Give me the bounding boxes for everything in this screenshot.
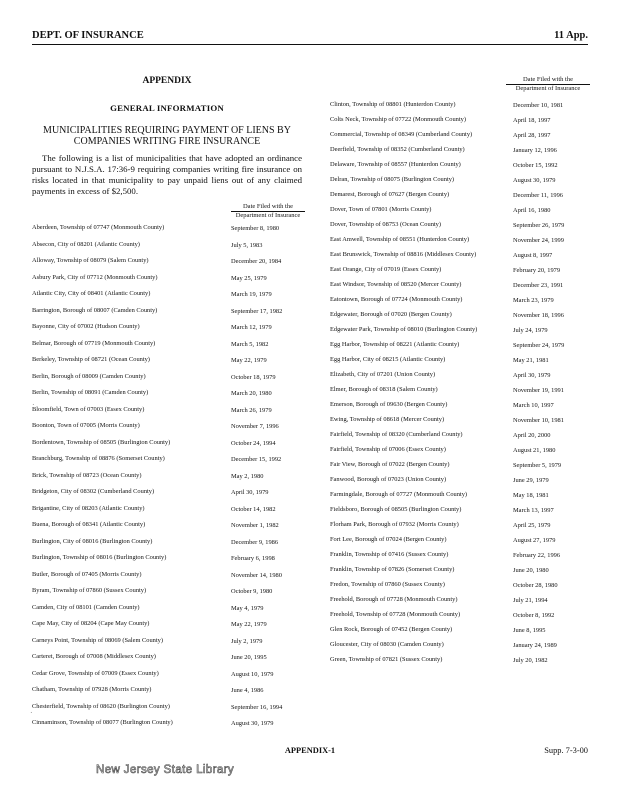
right-column: [330, 72, 588, 670]
filing-date: August 30, 1979: [231, 720, 274, 727]
filing-date: April 28, 1997: [513, 132, 551, 139]
filing-date: January 24, 1989: [513, 642, 557, 649]
list-item: [330, 550, 588, 565]
header-page-ref: 11 App.: [554, 30, 588, 41]
filing-date: June 29, 1979: [513, 477, 549, 484]
municipality-name: Byram, Township of 07860 (Sussex County): [32, 587, 147, 594]
municipality-name: Emerson, Borough of 09630 (Bergen County): [330, 401, 448, 408]
municipality-name: East Brunswick, Township of 08816 (Middlesex County): [330, 251, 477, 258]
list-item: [330, 580, 588, 595]
list-item: [32, 306, 302, 323]
list-item: [330, 490, 588, 505]
filing-date: December 10, 1981: [513, 102, 564, 109]
filing-date: October 18, 1979: [231, 373, 276, 381]
date-column-header: [32, 197, 302, 223]
filing-date: October 15, 1992: [513, 162, 558, 169]
list-item: [32, 273, 302, 290]
municipality-name: Ewing, Township of 08618 (Mercer County): [330, 416, 445, 423]
list-item: [330, 415, 588, 430]
list-item: [330, 625, 588, 640]
municipality-name: Cinnaminson, Township of 08077 (Burlington County): [32, 719, 173, 726]
filing-date: January 12, 1996: [513, 147, 557, 154]
filing-date: November 7, 1996: [231, 423, 279, 430]
list-item: [330, 160, 588, 175]
list-item: [330, 385, 588, 400]
filing-date: November 10, 1981: [513, 417, 564, 424]
list-item: [330, 595, 588, 610]
filing-date: February 20, 1979: [513, 267, 561, 274]
filing-date: July 20, 1982: [513, 657, 548, 664]
municipality-name: Absecon, City of 08201 (Atlantic County): [32, 240, 140, 248]
municipality-name: Fort Lee, Borough of 07024 (Bergen County): [330, 536, 447, 543]
municipality-name: Gloucester, City of 08030 (Camden County): [330, 641, 444, 648]
municipality-list-right: [330, 100, 588, 670]
list-item: [330, 610, 588, 625]
filing-date: April 18, 1997: [513, 117, 551, 124]
list-item: [330, 280, 588, 295]
municipality-name: Carteret, Borough of 07008 (Middlesex County): [32, 653, 156, 660]
filing-date: February 6, 1998: [231, 555, 275, 562]
list-item: [32, 240, 302, 257]
municipality-name: Burlington, Township of 08016 (Burlington County): [32, 554, 167, 561]
municipality-name: Cape May, City of 08204 (Cape May County): [32, 620, 150, 627]
municipality-name: Colts Neck, Township of 07722 (Monmouth County): [330, 116, 466, 123]
filing-date: November 19, 1991: [513, 387, 564, 394]
municipality-name: Boonton, Town of 07005 (Morris County): [32, 422, 140, 429]
left-column: [32, 72, 302, 735]
date-header-line1-right: Date Filed with the: [522, 76, 573, 83]
filing-date: December 11, 1996: [513, 192, 563, 199]
municipality-name: Dover, Town of 07801 (Morris County): [330, 206, 432, 213]
municipality-name: Egg Harbor, City of 08215 (Atlantic County): [330, 356, 446, 363]
municipality-name: Branchburg, Township of 08876 (Somerset County): [32, 455, 165, 462]
filing-date: March 12, 1979: [231, 324, 272, 331]
filing-date: June 8, 1995: [513, 627, 546, 634]
municipality-name: Delran, Township of 08075 (Burlington County): [330, 176, 455, 183]
list-item: [330, 190, 588, 205]
header-department: DEPT. OF INSURANCE: [32, 30, 144, 41]
municipality-name: Bordentown, Township of 08505 (Burlington County): [32, 438, 171, 446]
filing-date: September 8, 1980: [231, 225, 280, 232]
filing-date: April 16, 1980: [513, 207, 551, 214]
municipality-name: Berkeley, Township of 08721 (Ocean County): [32, 356, 150, 363]
municipality-name: Barrington, Borough of 08007 (Camden County): [32, 306, 158, 314]
filing-date: November 24, 1999: [513, 237, 564, 244]
list-item: [330, 220, 588, 235]
municipality-name: Deerfield, Township of 08352 (Cumberland County): [330, 146, 465, 153]
municipality-name: Elizabeth, City of 07201 (Union County): [330, 371, 436, 378]
list-item: [330, 445, 588, 460]
municipality-name: Butler, Borough of 07405 (Morris County): [32, 570, 142, 578]
municipality-name: Chesterfield, Township of 08620 (Burlington County): [32, 702, 170, 710]
list-item: [330, 340, 588, 355]
list-item: [32, 372, 302, 389]
municipality-name: Commercial, Township of 08349 (Cumberland County): [330, 131, 473, 138]
municipality-name: Fairfield, Township of 07006 (Essex County): [330, 446, 446, 453]
date-header-line2: Department of Insurance: [231, 211, 305, 220]
municipality-name: Freehold, Township of 07728 (Monmouth County): [330, 611, 461, 618]
filing-date: October 9, 1980: [231, 588, 273, 595]
filing-date: September 16, 1994: [231, 703, 283, 711]
municipality-name: Brigantine, City of 08203 (Atlantic County): [32, 504, 145, 512]
filing-date: May 21, 1981: [513, 357, 549, 364]
appendix-title: APPENDIX: [142, 76, 192, 86]
municipality-name: Franklin, Township of 07416 (Sussex County): [330, 551, 449, 558]
filing-date: March 20, 1980: [231, 390, 272, 397]
list-item: [330, 655, 588, 670]
scan-mark: ․: [30, 706, 33, 715]
filing-date: July 21, 1994: [513, 597, 548, 604]
filing-date: May 18, 1981: [513, 492, 549, 499]
list-item: [32, 669, 302, 686]
list-item: [330, 115, 588, 130]
municipality-name: Berlin, Township of 08091 (Camden County): [32, 389, 149, 396]
filing-date: December 9, 1986: [231, 538, 279, 546]
list-item: [32, 223, 302, 240]
list-item: [330, 265, 588, 280]
municipality-name: Camden, City of 08101 (Camden County): [32, 603, 140, 611]
list-item: [330, 370, 588, 385]
list-item: [32, 553, 302, 570]
municipality-name: Clinton, Township of 08801 (Hunterdon County): [330, 101, 456, 108]
municipality-name: Delaware, Township of 08557 (Hunterdon County): [330, 161, 461, 168]
list-item: [32, 603, 302, 620]
filing-date: November 14, 1980: [231, 571, 282, 579]
filing-date: May 22, 1979: [231, 357, 267, 364]
list-item: [330, 505, 588, 520]
municipality-name: Green, Township of 07821 (Sussex County): [330, 656, 443, 663]
filing-date: August 10, 1979: [231, 670, 274, 678]
list-item: [32, 619, 302, 636]
filing-date: September 26, 1979: [513, 222, 565, 229]
municipality-name: Fair View, Borough of 07022 (Bergen County): [330, 461, 450, 468]
list-item: [330, 100, 588, 115]
list-item: [32, 570, 302, 587]
list-item: [32, 471, 302, 488]
list-item: [330, 520, 588, 535]
municipality-name: Edgewater, Borough of 07020 (Bergen County): [330, 311, 452, 318]
list-item: [32, 405, 302, 422]
municipality-name: Aberdeen, Township of 07747 (Monmouth County): [32, 224, 165, 231]
footer-supplement: Supp. 7-3-00: [544, 746, 588, 755]
list-item: [32, 388, 302, 405]
municipality-name: Fredon, Township of 07860 (Sussex County): [330, 581, 445, 588]
filing-date: March 13, 1997: [513, 507, 554, 514]
list-item: [32, 438, 302, 455]
municipality-name: Atlantic City, City of 08401 (Atlantic County): [32, 290, 151, 297]
filing-date: August 30, 1979: [513, 177, 556, 184]
list-item: [330, 175, 588, 190]
filing-date: May 2, 1980: [231, 472, 264, 480]
list-item: [32, 339, 302, 356]
filing-date: May 25, 1979: [231, 274, 267, 282]
filing-date: July 24, 1979: [513, 327, 548, 334]
section-heading: GENERAL INFORMATION: [110, 103, 224, 113]
list-item: [32, 520, 302, 537]
municipality-name: Asbury Park, City of 07712 (Monmouth County): [32, 273, 158, 281]
list-item: [32, 322, 302, 339]
filing-date: May 4, 1979: [231, 604, 264, 612]
filing-date: April 30, 1979: [513, 372, 551, 379]
list-item: [330, 250, 588, 265]
municipality-name: Fairfield, Township of 08320 (Cumberland County): [330, 431, 463, 438]
intro-paragraph: The following is a list of municipalities that have adopted an ordinance pursuant to N.J.S.A. 17:36-9 requiring companies writing fire insurance on risks located in that municipality to pay unpaid liens out of any claimed payments in excess of $2,500.: [32, 153, 302, 196]
list-item: [330, 295, 588, 310]
municipality-name: Berlin, Borough of 08009 (Camden County): [32, 372, 146, 380]
filing-date: September 5, 1979: [513, 462, 562, 469]
list-item: [330, 205, 588, 220]
municipality-name: Farmingdale, Borough of 07727 (Monmouth County): [330, 491, 468, 498]
municipality-name: East Amwell, Township of 08551 (Hunterdon County): [330, 236, 470, 243]
list-item: [330, 235, 588, 250]
filing-date: November 1, 1982: [231, 522, 279, 529]
municipality-name: Belmar, Borough of 07719 (Monmouth County): [32, 339, 156, 347]
filing-date: October 8, 1992: [513, 612, 555, 619]
filing-date: March 19, 1979: [231, 291, 272, 298]
footer-page-label: APPENDIX-1: [284, 746, 336, 755]
list-item: [32, 454, 302, 471]
municipality-name: Franklin, Township of 07826 (Somerset County): [330, 566, 455, 573]
filing-date: July 2, 1979: [231, 637, 263, 645]
municipality-name: Cedar Grove, Township of 07009 (Essex County): [32, 669, 159, 677]
municipality-name: East Orange, City of 07019 (Essex County): [330, 266, 442, 273]
list-item: [330, 145, 588, 160]
municipality-name: Dover, Township of 08753 (Ocean County): [330, 221, 441, 228]
list-item: [330, 535, 588, 550]
municipality-name: Carneys Point, Township of 08069 (Salem County): [32, 636, 163, 644]
filing-date: December 20, 1984: [231, 258, 282, 265]
list-item: [330, 460, 588, 475]
municipality-name: Freehold, Borough of 07728 (Monmouth County): [330, 596, 458, 603]
list-title: MUNICIPALITIES REQUIRING PAYMENT OF LIENS BY COMPANIES WRITING FIRE INSURANCE: [43, 125, 291, 147]
filing-date: May 22, 1979: [231, 621, 267, 628]
filing-date: July 5, 1983: [231, 241, 263, 249]
filing-date: August 8, 1997: [513, 252, 553, 259]
list-item: [330, 325, 588, 340]
list-item: [32, 685, 302, 702]
filing-date: September 17, 1982: [231, 307, 283, 315]
running-header: [32, 30, 588, 45]
filing-date: June 4, 1986: [231, 687, 264, 694]
municipality-name: Brick, Township of 08723 (Ocean County): [32, 471, 142, 479]
municipality-name: Buena, Borough of 08341 (Atlantic County): [32, 521, 146, 528]
list-item: [32, 355, 302, 372]
filing-date: October 14, 1982: [231, 505, 276, 513]
scan-mark: ․: [32, 398, 35, 407]
filing-date: November 18, 1996: [513, 312, 564, 319]
filing-date: August 27, 1979: [513, 537, 556, 544]
list-item: [32, 537, 302, 554]
list-item: [330, 400, 588, 415]
date-column-header-right: [330, 72, 588, 100]
list-item: [330, 640, 588, 655]
municipality-name: Bridgeton, City of 08302 (Cumberland County): [32, 488, 155, 495]
municipality-name: Demarest, Borough of 07627 (Bergen County): [330, 191, 450, 198]
list-item: [330, 430, 588, 445]
list-item: [32, 586, 302, 603]
list-item: [32, 421, 302, 438]
list-item: [330, 475, 588, 490]
list-item: [330, 565, 588, 580]
municipality-name: Alloway, Township of 08079 (Salem County): [32, 257, 149, 264]
list-item: [32, 636, 302, 653]
municipality-name: Fanwood, Borough of 07023 (Union County): [330, 476, 447, 483]
filing-date: April 20, 2000: [513, 432, 551, 439]
filing-date: February 22, 1996: [513, 552, 561, 559]
municipality-name: Chatham, Township of 07928 (Morris County): [32, 686, 152, 693]
list-item: [32, 504, 302, 521]
municipality-name: Glen Rock, Borough of 07452 (Bergen County): [330, 626, 453, 633]
list-item: [32, 718, 302, 735]
list-item: [32, 702, 302, 719]
municipality-name: East Windsor, Township of 08520 (Mercer County): [330, 281, 462, 288]
list-item: [32, 487, 302, 504]
municipality-name: Edgewater Park, Township of 08010 (Burlington County): [330, 326, 478, 333]
filing-date: October 28, 1980: [513, 582, 558, 589]
municipality-name: Eatontown, Borough of 07724 (Monmouth County): [330, 296, 463, 303]
list-item: [32, 256, 302, 273]
filing-date: December 15, 1992: [231, 456, 282, 463]
filing-date: March 26, 1979: [231, 406, 272, 414]
municipality-list-left: [32, 223, 302, 735]
list-item: [32, 289, 302, 306]
municipality-name: Burlington, City of 08016 (Burlington County): [32, 537, 153, 545]
municipality-name: Florham Park, Borough of 07932 (Morris County): [330, 521, 459, 528]
filing-date: August 21, 1980: [513, 447, 556, 454]
page-footer: [32, 746, 588, 760]
list-item: [32, 652, 302, 669]
municipality-name: Fieldsboro, Borough of 08505 (Burlington County): [330, 506, 462, 513]
library-watermark: New Jersey State Library: [96, 764, 235, 776]
filing-date: March 10, 1997: [513, 402, 554, 409]
municipality-name: Bayonne, City of 07002 (Hudson County): [32, 323, 140, 330]
filing-date: June 20, 1995: [231, 654, 267, 661]
list-item: [330, 355, 588, 370]
municipality-name: Bloomfield, Town of 07003 (Essex County): [32, 405, 145, 413]
filing-date: March 5, 1982: [231, 340, 269, 348]
filing-date: September 24, 1979: [513, 342, 565, 349]
filing-date: April 25, 1979: [513, 522, 551, 529]
municipality-name: Egg Harbor, Township of 08221 (Atlantic County): [330, 341, 460, 348]
list-item: [330, 310, 588, 325]
municipality-name: Elmer, Borough of 08318 (Salem County): [330, 386, 438, 393]
filing-date: April 30, 1979: [231, 489, 269, 496]
date-header-line2-right: Department of Insurance: [506, 84, 590, 93]
list-item: [330, 130, 588, 145]
filing-date: October 24, 1994: [231, 439, 276, 447]
filing-date: December 23, 1991: [513, 282, 564, 289]
filing-date: March 23, 1979: [513, 297, 554, 304]
filing-date: June 20, 1980: [513, 567, 549, 574]
date-header-line1: Date Filed with the: [242, 203, 293, 210]
